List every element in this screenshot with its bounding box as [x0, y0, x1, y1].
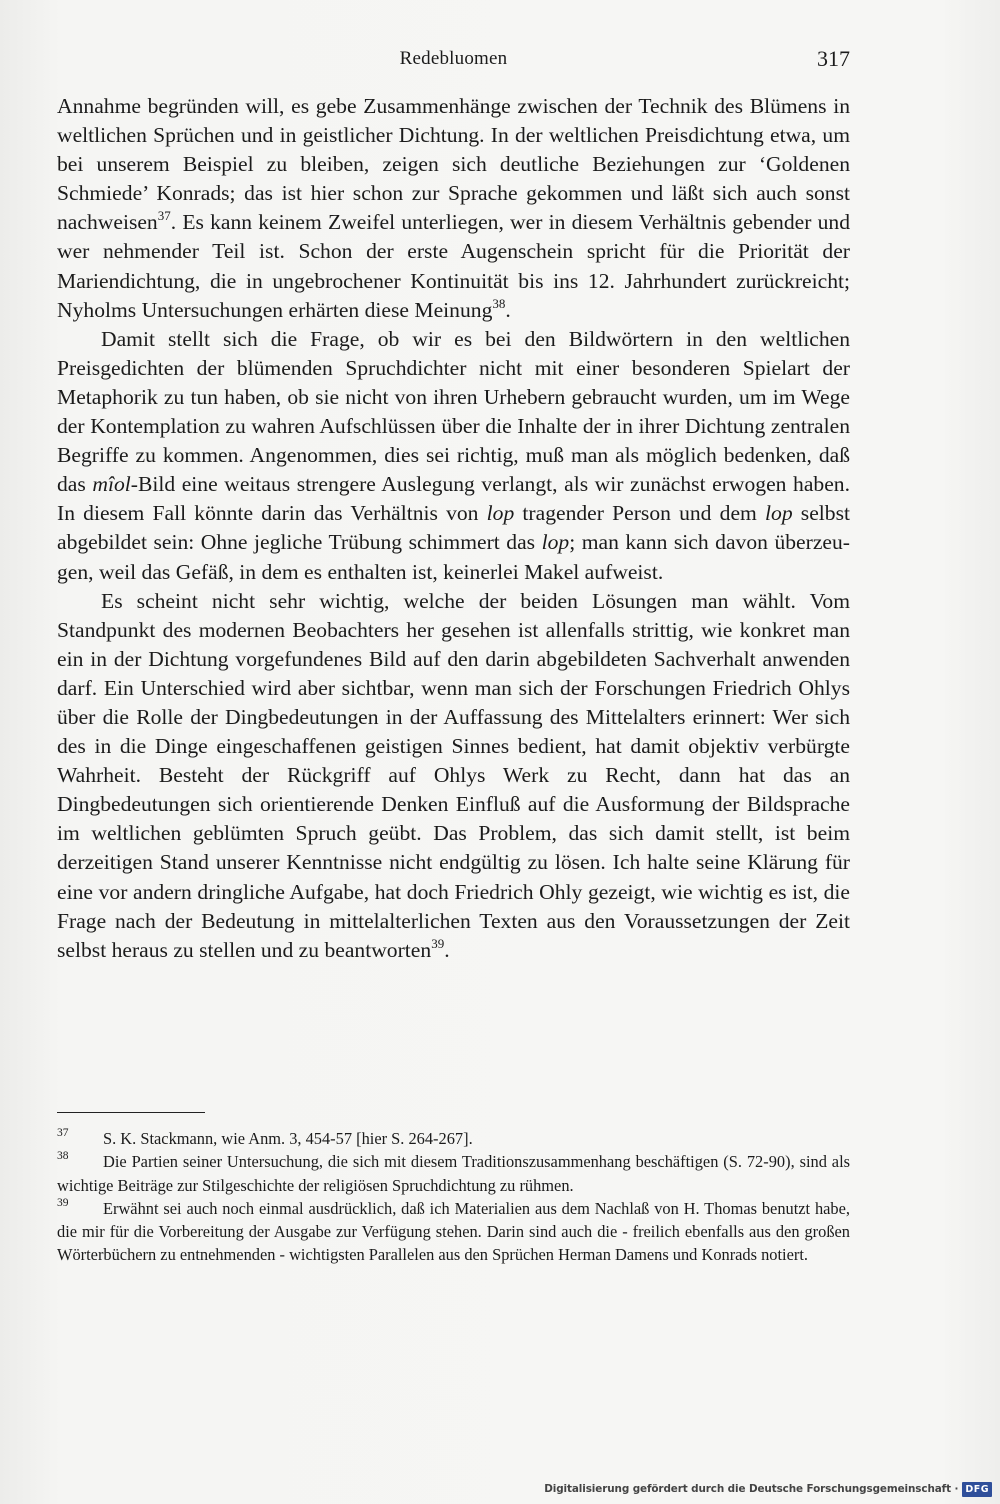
italic-term-lop: lop	[765, 501, 793, 526]
italic-term-lop: lop	[541, 530, 570, 555]
footnote-text: Erwähnt sei auch noch einmal ausdrücklich, daß ich Materialien aus dem Nachlaß von H. Thomas benutzt habe, die mir für die Vorbereitung der Ausgabe zur Verfügung stehen. Darin sind auch die - freilich ebenfalls aus den großen Wörterbüchern zu entnehmenden - wichtigsten Parallelen aus den Sprüchen Herman Damens und Konrads notiert.	[57, 1198, 850, 1265]
body-text	[57, 92, 850, 965]
running-head	[57, 46, 850, 76]
footnote-divider	[57, 1112, 205, 1113]
page-number: 317	[817, 46, 850, 71]
paragraph-1-text-c: .	[505, 297, 511, 322]
paragraph-1-text-b: . Es kann keinem Zweifel unterliegen, wer in diesem Verhältnis gebender und wer nehmender Teil ist. Schon der erste Augenschein spricht für die Priorität der Mariendichtung, die in ungebrochener Kontinuität bis ins 12. Jahrhundert zurückreicht; Nyholms Untersuchungen erhärten diese Meinung	[57, 210, 850, 322]
dfg-logo-icon: DFG	[962, 1482, 992, 1497]
digitization-note-text: Digitalisierung gefördert durch die Deutsche Forschungsgemeinschaft ·	[544, 1483, 959, 1495]
footnote-text: Die Partien seiner Untersuchung, die sich mit diesem Traditionszusammenhang beschäftigen (S. 72-90), sind als wichtige Beiträge zur Stilgeschichte der religiösen Spruchdichtung zu rühmen.	[57, 1152, 850, 1195]
running-title: Redebluomen	[399, 48, 508, 69]
footnote-number: 38	[57, 1150, 69, 1163]
footnote-ref-38: 38	[492, 295, 506, 311]
paragraph-2-text-c: tragender Person und dem	[514, 501, 766, 526]
paragraph-3-text-b: .	[444, 937, 450, 962]
paragraph-1-text-a: Annahme begründen will, es gebe Zusammenhänge zwischen der Technik des Blümens in weltlichen Sprüchen und in geistlicher Dichtung. In der weltlichen Preisdichtung etwa, um bei unserem Beispiel zu bleiben, zeigen sich deutliche Beziehungen zur ‘Goldenen Schmiede’ Konrads; das ist hier schon zur Sprache gekommen und läßt sich auch sonst nachweisen	[57, 94, 850, 235]
paragraph-2-text-a: Damit stellt sich die Frage, ob wir es bei den Bildwörtern in den weltlichen Preisgedichten der blümenden Spruchdichter nicht mit einer besonderen Spielart der Metaphorik zu tun haben, ob sie nicht von ihren Urhebern gebraucht wurden, um im Wege der Kontemplation zu wahren Aufschlüssen über die Inhalte der in ihrer Dichtung zentralen Begriffe zu kommen. Angenommen, dies sei richtig, muß man als möglich bedenken, daß das	[57, 326, 850, 497]
footnote-38	[57, 1150, 850, 1197]
footnote-ref-39: 39	[431, 935, 445, 951]
paragraph-3	[57, 587, 850, 965]
italic-term-lop: lop	[486, 501, 515, 526]
italic-term-miol: mîol	[92, 472, 131, 497]
footnotes	[57, 1127, 850, 1267]
footnote-number: 37	[57, 1127, 69, 1139]
paragraph-1	[57, 92, 850, 325]
footnote-39	[57, 1197, 850, 1267]
footnote-ref-37: 37	[157, 208, 171, 224]
footnote-37	[57, 1127, 850, 1150]
paragraph-2-text-d: selbst abgebildet sein: Ohne jegliche Trübung schimmert das	[57, 501, 850, 555]
paragraph-2-text-b: -Bild eine weitaus strengere Auslegung verlangt, als wir zunächst erwogen haben. In diesem Fall könnte darin das Verhältnis von	[57, 472, 851, 526]
paragraph-2-text-e: ; man kann sich davon überzeugen, weil das Gefäß, in dem es enthalten ist, keinerlei Makel aufweist.	[57, 530, 850, 584]
footnote-text: S. K. Stackmann, wie Anm. 3, 454-57 [hier S. 264-267].	[103, 1129, 473, 1148]
digitization-note	[544, 1480, 992, 1498]
paragraph-2	[57, 325, 850, 587]
paragraph-3-text-a: Es scheint nicht sehr wichtig, welche der beiden Lösungen man wählt. Vom Standpunkt des modernen Beobachters her gesehen ist allenfalls strittig, wie konkret man ein in der Dichtung vorgefundenes Bild auf den darin abgebildeten Sachverhalt anwenden darf. Ein Unterschied wird aber sichtbar, wenn man sich der Forschungen Friedrich Ohlys über die Rolle der Dingbedeutungen in der Auffassung des Mittelalters erinnert: Wer sich des in die Dinge eingeschaffenen geistigen Sinnes bedient, hat damit objektiv verbürgte Wahrheit. Besteht der Rückgriff auf Ohlys Werk zu Recht, dann hat das an Dingbedeutungen sich orientierende Denken Einfluß auf die Ausformung der Bildsprache im weltlichen geblümten Spruch geübt. Das Problem, das sich damit stellt, ist beim derzeitigen Stand unserer Kenntnisse nicht endgültig zu lösen. Ich halte seine Klärung für eine vor andern dringliche Aufgabe, hat doch Friedrich Ohly gezeigt, wie wichtig es ist, die Frage nach der Bedeutung in mittelalterlichen Texten aus den Voraussetzungen der Zeit selbst heraus zu stellen und zu beantworten	[57, 588, 850, 962]
footnote-number: 39	[57, 1196, 69, 1209]
